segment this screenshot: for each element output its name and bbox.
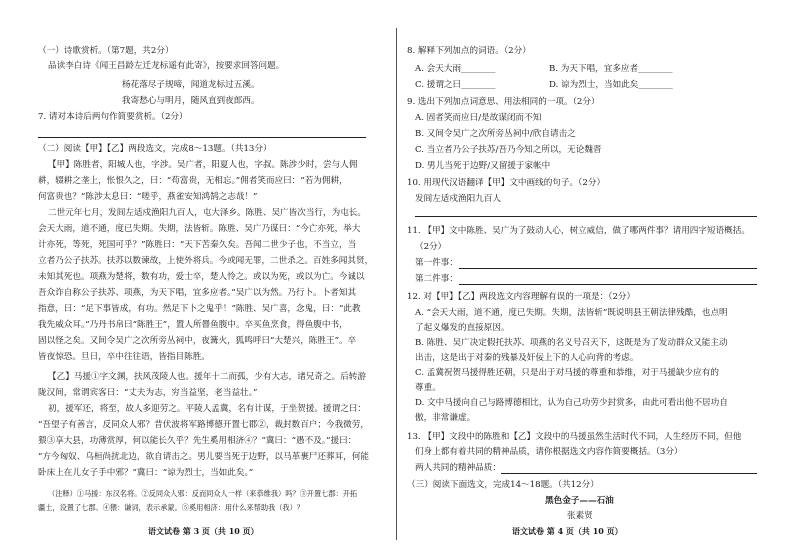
q12-option-d-2: 傲，非常谦虚。 bbox=[415, 413, 476, 423]
page-footer-left: 语文试卷 第 3 页（共 10 页） bbox=[148, 526, 259, 536]
jia-line-6: 计亦死，等死，死国可乎？”陈胜曰：“天下苦秦久矣。吾闻二世少子也，不当立，当 bbox=[38, 240, 357, 250]
right-page bbox=[397, 0, 794, 560]
question-11: 11. 【甲】文中陈胜、吴广为了鼓动人心，树立威信，做了哪两件事？请用四字短语概括。 bbox=[407, 226, 750, 236]
q8-option-d: D. 谅为烈士，当如此矣________ bbox=[549, 80, 673, 90]
jia-line-3: 何富贵也？”陈涉太息曰：“嗟乎，燕雀安知鸿鹄之志哉！” bbox=[38, 192, 258, 202]
jia-line-2: 耕，辍耕之垄上，怅恨久之，曰：“苟富贵，无相忘。”佣者笑而应曰：“若为佣耕， bbox=[38, 176, 348, 186]
yi-line-1: 【乙】马援①字文渊，扶风茂陵人也。援年十二而孤，少有大志，诸兄奇之。后转游 bbox=[48, 372, 366, 382]
q12-option-a-2: 了起义爆发的直接原因。 bbox=[415, 323, 510, 333]
yi-line-4: “吾望子有善言，反同众人邪？昔伏波将军路博德开置七郡②，裁封数百户；今我微劳， bbox=[38, 420, 369, 430]
section-3-heading: （三）阅读下面选文，完成14～18题。（共12分） bbox=[407, 480, 599, 490]
jia-line-7: 立者乃公子扶苏。扶苏以数谏故，上使外将兵。今或闻无罪，二世杀之。百姓多闻其贤， bbox=[38, 256, 374, 266]
yi-line-3: 初，援军还，将至，故人多迎劳之。平陵人孟冀，名有计谋，于坐贺援。援谓之曰： bbox=[48, 404, 366, 414]
article-author: 张素贤 bbox=[567, 511, 593, 521]
poem-line-2: 我寄愁心与明月，随风直到夜郎西。 bbox=[122, 96, 260, 106]
question-13: 13. 【甲】文段中的陈胜和【乙】文段中的马援虽然生活时代不同，人生经历不同，但他 bbox=[407, 432, 742, 442]
page-footer-right: 语文试卷 第 4 页（共 10 页） bbox=[512, 526, 623, 536]
jia-line-12: 固以怪之矣。又间令吴广之次所旁丛祠中，夜篝火，狐鸣呼曰“大楚兴，陈胜王”。卒 bbox=[38, 336, 357, 346]
q12-option-b-2: 出击，这是出于对秦的残暴及奸佞上下的人心向背的考虑。 bbox=[415, 353, 639, 363]
jia-line-11: 我先威众耳。”乃丹书帛曰“陈胜王”，置人所罾鱼腹中。卒买鱼烹食，得鱼腹中书， bbox=[38, 320, 348, 330]
answer-line-q11-first bbox=[459, 268, 757, 269]
yi-line-7: 卧床上在儿女子手中邪？”冀曰：“谅为烈士，当如此矣。” bbox=[38, 468, 254, 478]
q11-second-label: 第二件事： bbox=[415, 274, 458, 284]
poem-intro: 品读李白诗《闻王昌龄左迁龙标遥有此寄》，按要求回答问题。 bbox=[48, 61, 285, 71]
article-title: 黑色金子——石油 bbox=[545, 496, 614, 506]
q9-option-c: C. 当立者乃公子扶苏/吾乃今知之所以，无论魏晋 bbox=[415, 145, 602, 155]
q9-option-d: D. 男儿当死于边野/又留援于家帐中 bbox=[415, 161, 551, 171]
answer-line-q7 bbox=[38, 137, 366, 138]
jia-line-8: 未知其死也。项燕为楚将，数有功，爱士卒，楚人怜之。或以为死，或以为亡。今诚以 bbox=[38, 272, 365, 282]
question-7: 7. 请对本诗后两句作简要赏析。（2分） bbox=[38, 112, 188, 122]
poem-line-1: 杨花落尽子规啼，闻道龙标过五溪。 bbox=[122, 80, 260, 90]
q11-first-label: 第一件事： bbox=[415, 258, 458, 268]
yi-line-5: 猥③享大县，功薄赏厚，何以能长久乎？先生奚用相济④？”冀曰：“愚不及。”援曰： bbox=[38, 436, 357, 446]
q12-option-d-1: D. 文中马援向自己与路博德相比，认为自己功劳少封赏多，由此可看出他不居功自 bbox=[415, 398, 728, 408]
q12-option-c-2: 尊重。 bbox=[415, 383, 441, 393]
q12-option-b-1: B. 陈胜、吴广决定假托扶苏、项燕的名义号召天下，这既是为了发动群众又能主动 bbox=[415, 338, 728, 348]
poem-section-heading: （一）诗歌赏析。（第7题，共2分） bbox=[38, 46, 174, 56]
q9-option-a: A. 固者笑而应曰/是故谋闭而不知 bbox=[415, 113, 542, 123]
q8-option-c: C. 援谓之曰________ bbox=[415, 80, 496, 90]
jia-line-1: 【甲】陈胜者，阳城人也，字涉。吴广者，阳夏人也，字叔。陈涉少时，尝与人佣 bbox=[48, 160, 358, 170]
yi-line-2: 陇汉间，常谓宾客曰：“丈夫为志，穷当益坚，老当益壮。” bbox=[38, 388, 258, 398]
question-12: 12. 对【甲】【乙】两段选文内容理解有误的一项是：（2分） bbox=[407, 292, 636, 302]
q12-option-a-1: A. “会天大雨，道不通，度已失期。失期，法皆斩”既说明县王朝法律残酷，也点明 bbox=[415, 308, 728, 318]
footnote-line-2: 疆土，设置了七郡。④猥：谦词，表示承蒙。⑤奚用相济：用什么来帮助我（我）？ bbox=[38, 503, 304, 512]
q11-points: （2分） bbox=[415, 242, 447, 252]
jia-line-4: 二世元年七月，发闾左适戍渔阳九百人，屯大泽乡。陈胜、吴广皆次当行，为屯长。 bbox=[48, 208, 366, 218]
jia-line-5: 会天大雨，道不通，度已失期。失期，法皆斩。陈胜、吴广乃谋曰：“今亡亦死，举大 bbox=[38, 224, 361, 234]
footnote-line-1: （注释）①马援：东汉名将。②反同众人邪：反而同众人一样（来恭维我）吗？③开置七郡：开拓 bbox=[48, 489, 358, 498]
yi-line-6: “方今匈奴、乌桓尚扰北边，欲自请击之。男儿要当死于边野，以马革裹尸还葬耳，何能 bbox=[38, 452, 369, 462]
q8-option-b: B. 为天下唱，宜多应者________ bbox=[549, 64, 673, 74]
jia-line-13: 皆夜惊恐。旦日，卒中往往语，皆指目陈胜。 bbox=[38, 352, 210, 362]
q13-answer-label: 两人共同的精神品质： bbox=[415, 463, 501, 473]
jia-line-10: 指意，曰：“足下事皆成，有功。然足下卜之鬼乎！”陈胜、吴广喜，念鬼，曰：“此教 bbox=[38, 304, 361, 314]
answer-line-q13 bbox=[501, 473, 757, 474]
q9-option-b: B. 又间令吴广之次所旁丛祠中/欣自请击之 bbox=[415, 129, 576, 139]
q10-sentence: 发闾左适戍渔阳九百人 bbox=[415, 194, 501, 204]
q12-option-c-1: C. 孟冀祝贺马援得胜还朝，只是出于对马援的尊重和恭维，对于马援缺少应有的 bbox=[415, 368, 719, 378]
q8-option-a: A. 会天大雨________ bbox=[415, 64, 496, 74]
answer-line-q11-second bbox=[459, 284, 757, 285]
question-10: 10. 用现代汉语翻译【甲】文中画线的句子。（2分） bbox=[407, 178, 606, 188]
reading-section-heading: （二）阅读【甲】【乙】两段选文，完成8～13题。（共13分） bbox=[38, 144, 272, 154]
question-8: 8. 解释下列加点的词语。（2分） bbox=[407, 46, 531, 56]
question-13-cont: 们身上都有着共同的精神品质，请你根据选文内容作简要概括。（3分） bbox=[415, 447, 683, 457]
answer-line-q10 bbox=[415, 216, 757, 217]
question-9: 9. 选出下列加点词意思、用法相同的一项。（2分） bbox=[407, 97, 600, 107]
jia-line-9: 吾众诈自称公子扶苏、项燕，为天下唱，宜多应者。”吴广以为然。乃行卜。卜者知其 bbox=[38, 288, 357, 298]
